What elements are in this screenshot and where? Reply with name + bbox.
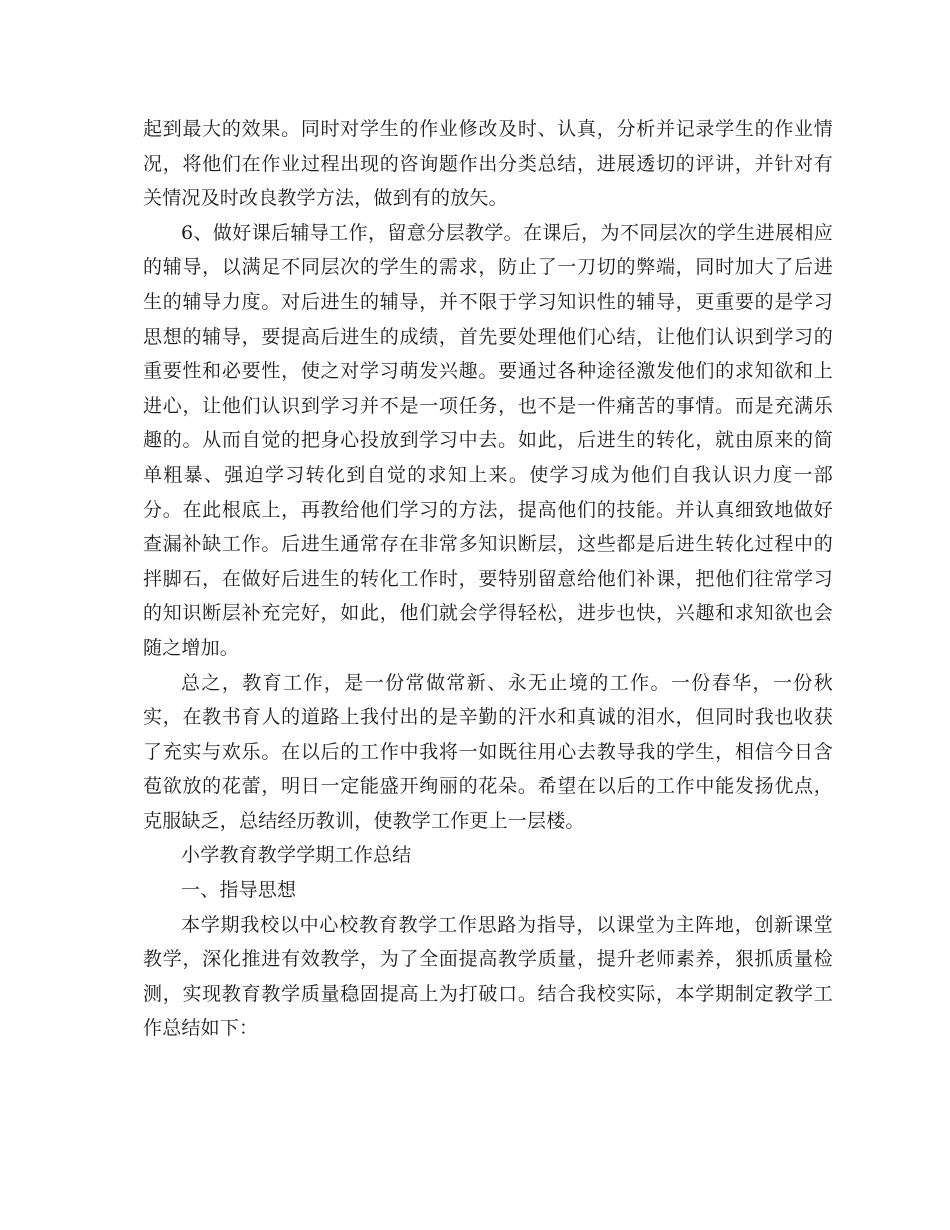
paragraph-continuation: 起到最大的效果。同时对学生的作业修改及时、认真，分析并记录学生的作业情况，将他们在作业过程出现的咨询题作出分类总结，进展透切的评讲，并针对有关情况及时改良教学方法，做到有的放矢。 [143,118,833,210]
section-title: 小学教育教学学期工作总结 [181,844,412,867]
paragraph-guiding-ideology: 本学期我校以中心校教育教学工作思路为指导，以课堂为主阵地，创新课堂教学，深化推进有效教学，为了全面提高教学质量，提升老师素养，狠抓质量检测，实现教育教学质量稳固提高上为打破口。结合我校实际，本学期制定教学工作总结如下： [143,913,833,1040]
paragraph-summary: 总之，教育工作，是一份常做常新、永无止境的工作。一份春华，一份秋实，在教书育人的道路上我付出的是辛勤的汗水和真诚的泪水，但同时我也收获了充实与欢乐。在以后的工作中我将一如既往用心去教导我的学生，相信今日含苞欲放的花蕾，明日一定能盛开绚丽的花朵。希望在以后的工作中能发扬优点，克服缺乏，总结经历教训，使教学工作更上一层楼。 [143,671,833,832]
paragraph-tutoring: 6、做好课后辅导工作，留意分层教学。在课后，为不同层次的学生进展相应的辅导，以满足不同层次的学生的需求，防止了一刀切的弊端，同时加大了后进生的辅导力度。对后进生的辅导，并不限于学习知识性的辅导，更重要的是学习思想的辅导，要提高后进生的成绩，首先要处理他们心结，让他们认识到学习的重要性和必要性，使之对学习萌发兴趣。要通过各种途径激发他们的求知欲和上进心，让他们认识到学习并不是一项任务，也不是一件痛苦的事情。而是充满乐趣的。从而自觉的把身心投放到学习中去。如此，后进生的转化，就由原来的简单粗暴、强迫学习转化到自觉的求知上来。使学习成为他们自我认识力度一部分。在此根底上，再教给他们学习的方法，提高他们的技能。并认真细致地做好查漏补缺工作。后进生通常存在非常多知识断层，这些都是后进生转化过程中的拌脚石，在做好后进生的转化工作时，要特别留意给他们补课，把他们往常学习的知识断层补充完好，如此，他们就会学得轻松，进步也快，兴趣和求知欲也会随之增加。 [143,221,833,659]
document-body [143,112,833,1046]
section-heading-guiding-ideology: 一、指导思想 [181,879,297,902]
